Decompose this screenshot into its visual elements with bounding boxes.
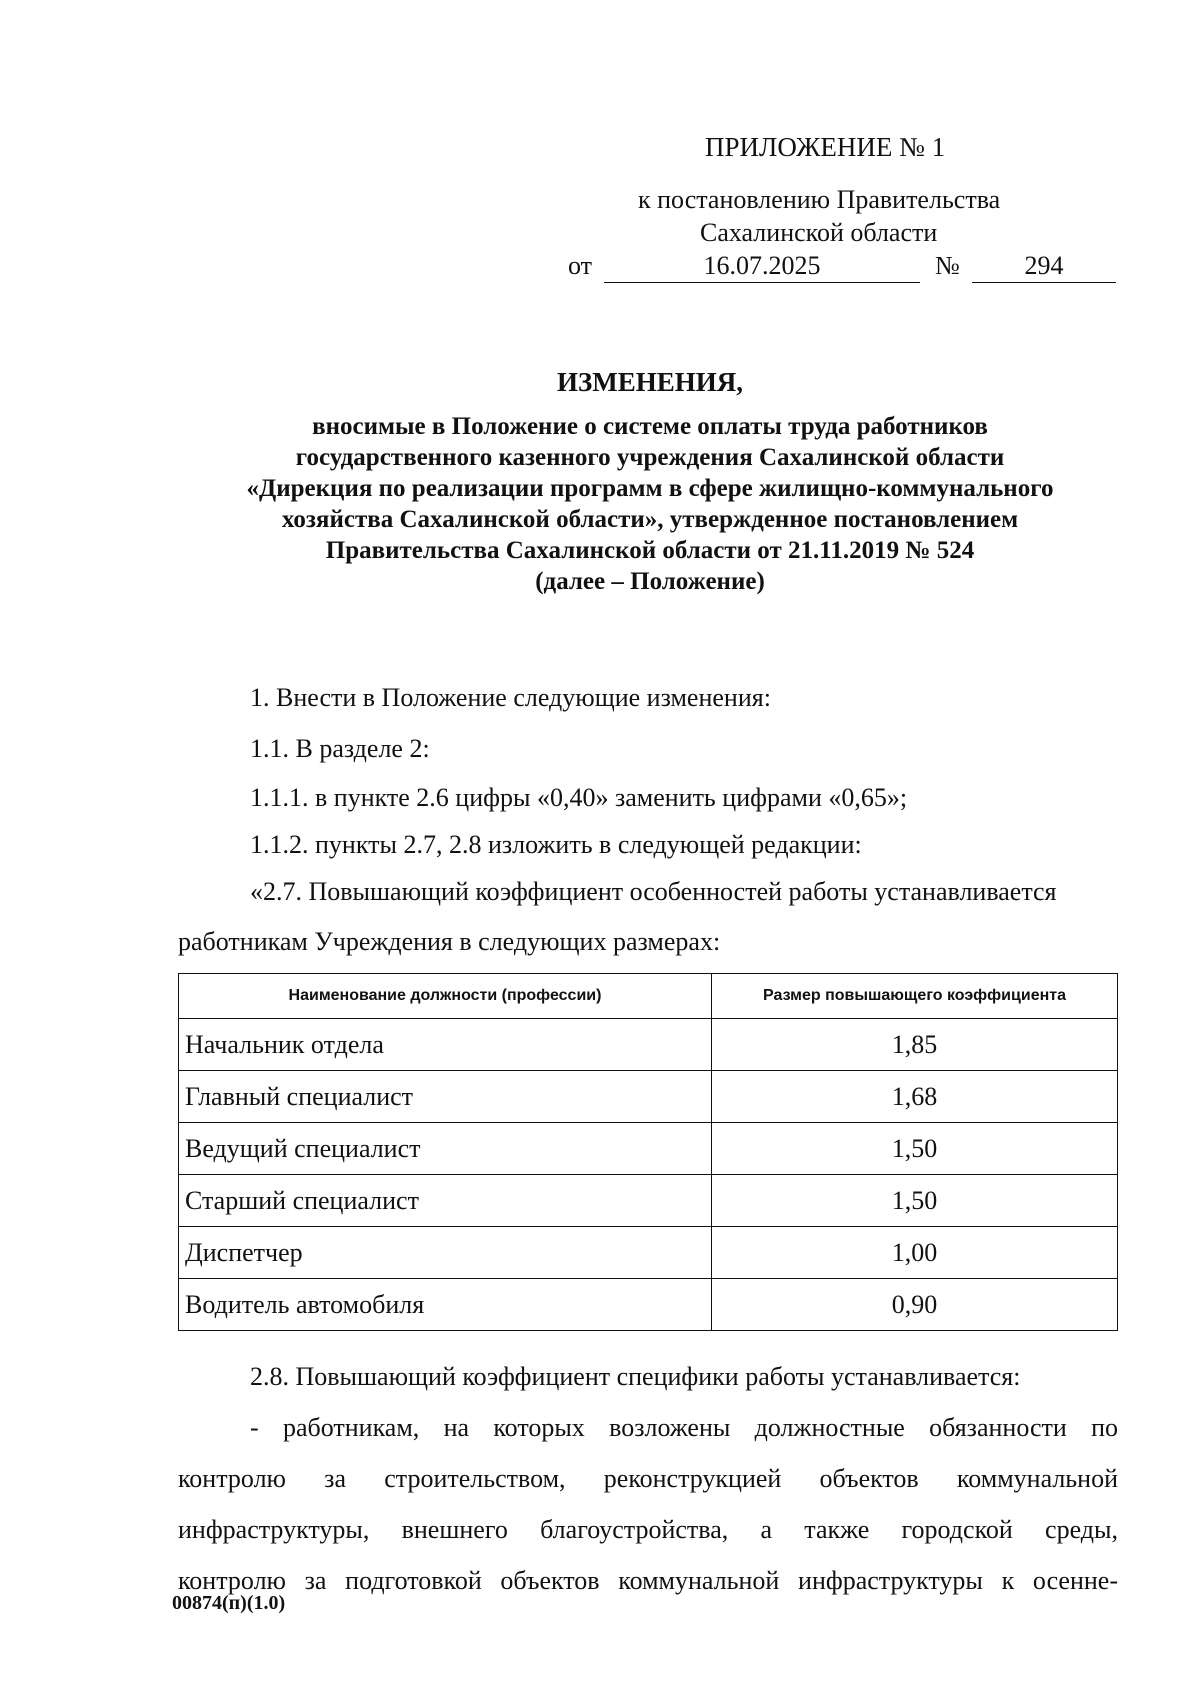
title-line: Правительства Сахалинской области от 21.11.2019 № 524	[325, 537, 975, 564]
header-coefficient: Размер повышающего коэффициента	[712, 974, 1118, 1019]
paragraph-1-1-2: 1.1.2. пункты 2.7, 2.8 изложить в следующей редакции:	[250, 830, 862, 859]
coefficient-cell: 1,85	[712, 1019, 1118, 1071]
table-row	[179, 1123, 1118, 1175]
position-cell: Водитель автомобиля	[179, 1279, 712, 1331]
document-code: 00874(п)(1.0)	[172, 1592, 286, 1614]
table-row	[179, 1175, 1118, 1227]
appendix-label: ПРИЛОЖЕНИЕ № 1	[705, 132, 946, 162]
coefficient-cell: 1,50	[712, 1175, 1118, 1227]
table-row	[179, 1071, 1118, 1123]
header-position: Наименование должности (профессии)	[179, 974, 712, 1019]
title-main: ИЗМЕНЕНИЯ,	[556, 367, 743, 397]
title-line: хозяйства Сахалинской области», утвержденное постановлением	[281, 506, 1019, 533]
paragraph-2-8: 2.8. Повышающий коэффициент специфики работы устанавливается:	[250, 1362, 1021, 1391]
resolution-date: 16.07.2025	[604, 250, 920, 283]
paragraph-line: - работникам, на которых возложены должностные обязанности по	[250, 1413, 1118, 1442]
paragraph-2-7-line-1: «2.7. Повышающий коэффициент особенностей работы устанавливается	[250, 877, 1057, 906]
paragraph-2-8-dash	[178, 1402, 1118, 1606]
title-line: государственного казенного учреждения Сахалинской области	[295, 444, 1005, 471]
paragraph-1: 1. Внести в Положение следующие изменения:	[250, 683, 771, 712]
resolution-label: к постановлению Правительства	[638, 185, 1001, 214]
table-row	[179, 1227, 1118, 1279]
paragraph-line: инфраструктуры, внешнего благоустройства, а также городской среды,	[178, 1515, 1118, 1544]
position-cell: Диспетчер	[179, 1227, 712, 1279]
number-prefix: №	[935, 251, 960, 280]
paragraph-line: контролю за строительством, реконструкцией объектов коммунальной	[178, 1464, 1118, 1493]
position-cell: Главный специалист	[179, 1071, 712, 1123]
position-cell: Старший специалист	[179, 1175, 712, 1227]
paragraph-1-1-1: 1.1.1. в пункте 2.6 цифры «0,40» заменить цифрами «0,65»;	[250, 783, 908, 812]
coefficient-cell: 1,00	[712, 1227, 1118, 1279]
date-prefix: от	[568, 251, 593, 280]
coefficient-cell: 0,90	[712, 1279, 1118, 1331]
table-header-row	[179, 974, 1118, 1019]
resolution-number: 294	[972, 250, 1116, 283]
paragraph-line: контролю за подготовкой объектов коммунальной инфраструктуры к осенне-	[178, 1566, 1118, 1595]
table-row	[179, 1019, 1118, 1071]
position-cell: Ведущий специалист	[179, 1123, 712, 1175]
position-cell: Начальник отдела	[179, 1019, 712, 1071]
coefficient-table	[178, 973, 1118, 1331]
table-row	[179, 1279, 1118, 1331]
title-line: «Дирекция по реализации программ в сфере жилищно-коммунального	[246, 475, 1054, 502]
title-line: (далее – Положение)	[535, 568, 765, 595]
region-label: Сахалинской области	[700, 218, 938, 247]
coefficient-cell: 1,68	[712, 1071, 1118, 1123]
document-title	[140, 365, 1160, 597]
title-line: вносимые в Положение о системе оплаты труда работников	[312, 413, 988, 440]
coefficient-cell: 1,50	[712, 1123, 1118, 1175]
paragraph-2-7-line-2: работникам Учреждения в следующих размерах:	[178, 927, 721, 956]
paragraph-1-1: 1.1. В разделе 2:	[250, 734, 430, 763]
